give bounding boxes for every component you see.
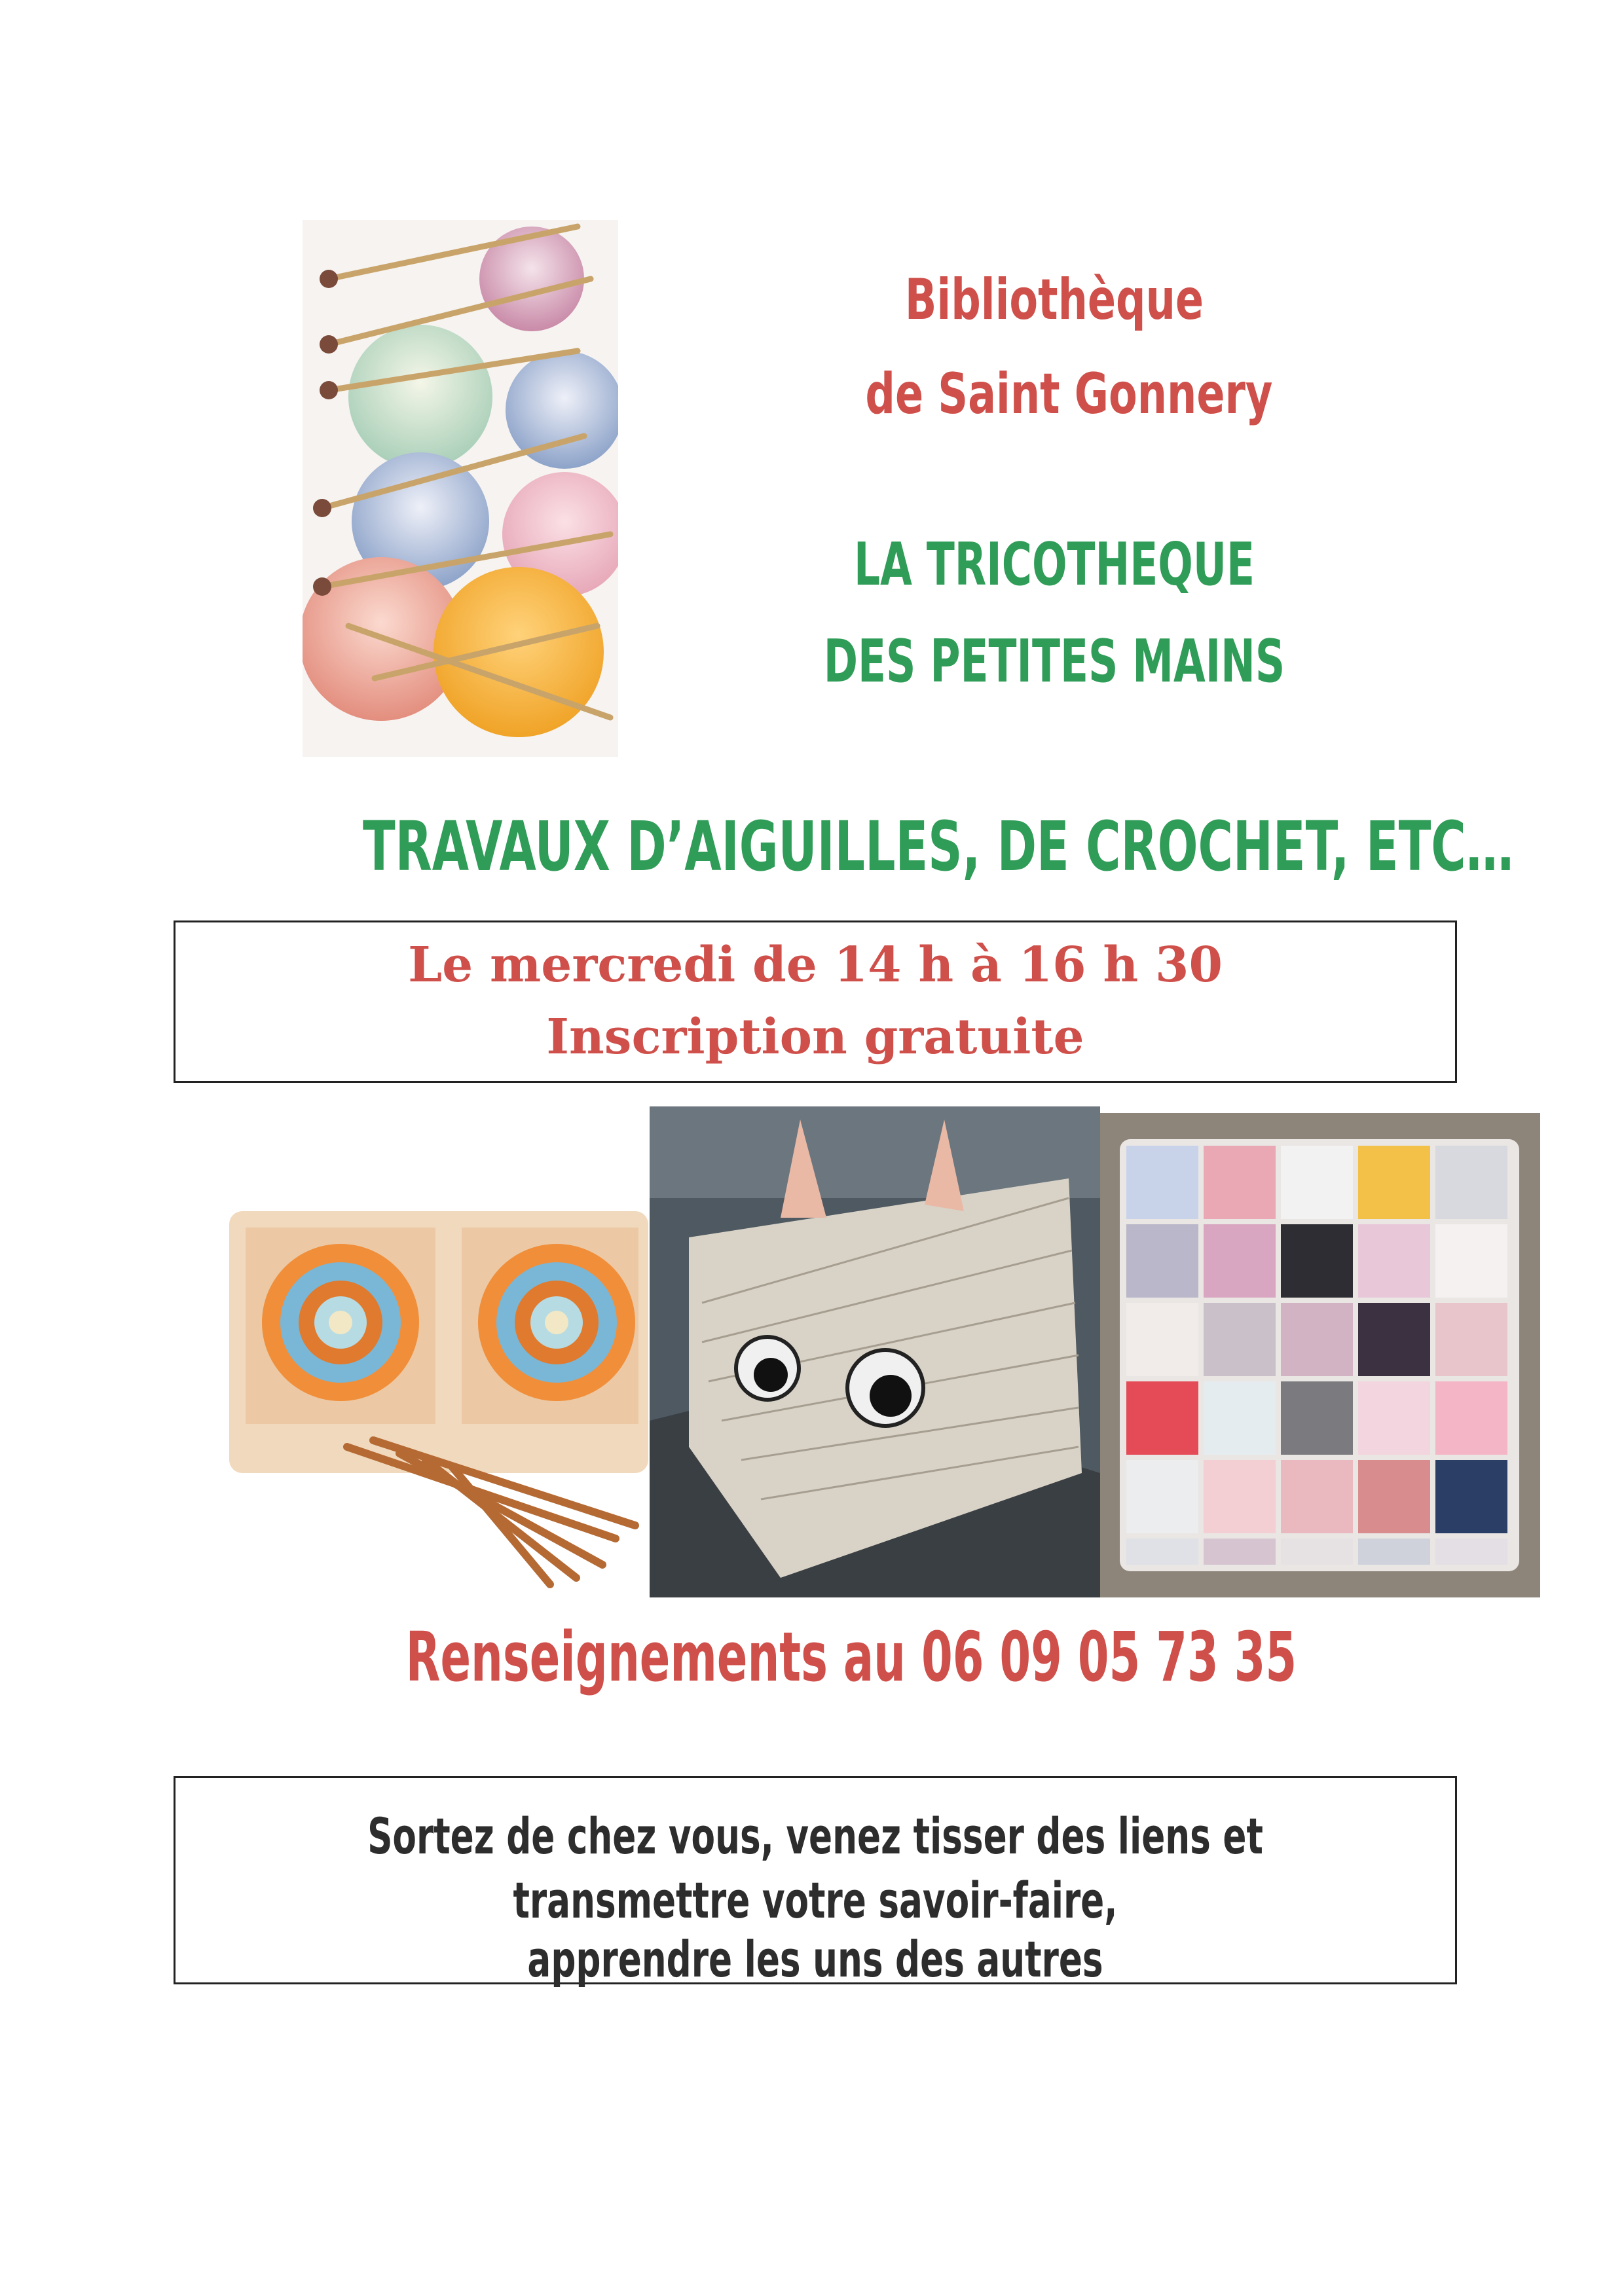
invitation-line2: transmettre votre savoir-faire, <box>513 1871 1118 1929</box>
folded-book-hedgehog-photo <box>650 1106 1100 1597</box>
club-name-line2: DES PETITES MAINS <box>823 627 1285 696</box>
activities-headline: TRAVAUX D’AIGUILLES, DE CROCHET, ETC… <box>363 807 1514 886</box>
crochet-granny-square-pouch-photo <box>183 1106 650 1597</box>
invitation-line3: apprendre les uns des autres <box>527 1930 1103 1988</box>
patchwork-quilt-photo <box>1100 1113 1540 1597</box>
yarn-balls-knitting-needles-photo <box>303 220 618 757</box>
library-name-line1: Bibliothèque <box>904 267 1204 333</box>
invitation-line1: Sortez de chez vous, venez tisser des liens et <box>367 1807 1263 1865</box>
contact-info: Renseignements au 06 09 05 73 35 <box>405 1617 1297 1697</box>
library-name-line2: de Saint Gonnery <box>865 361 1273 427</box>
schedule-registration: Inscription gratuite <box>546 1009 1084 1065</box>
club-name-line1: LA TRICOTHEQUE <box>853 530 1255 599</box>
schedule-time: Le mercredi de 14 h à 16 h 30 <box>408 937 1223 993</box>
invitation-box <box>174 1776 1457 1988</box>
schedule-box <box>174 920 1457 1083</box>
